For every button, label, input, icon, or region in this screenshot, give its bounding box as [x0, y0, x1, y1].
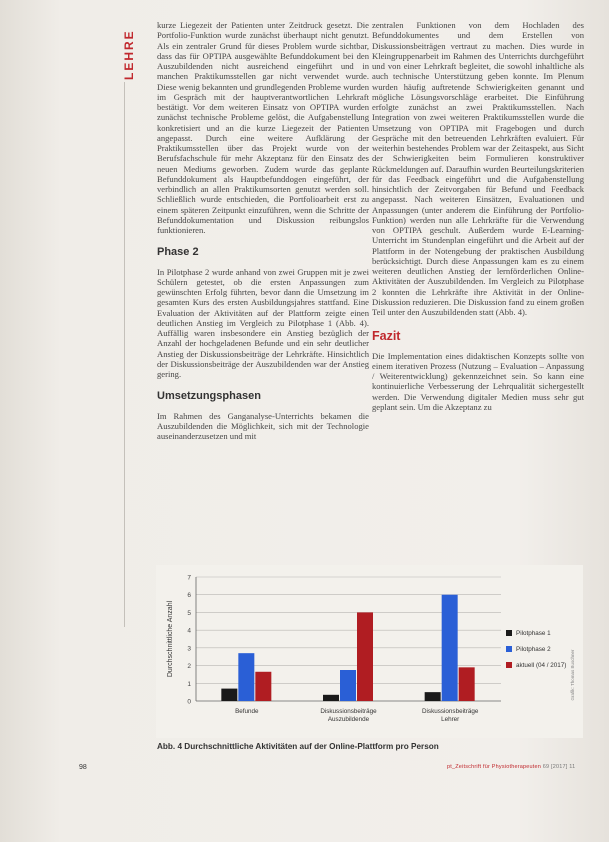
journal-footer	[447, 764, 575, 770]
y-tick-label: 7	[187, 574, 191, 582]
right-paragraph-2: Die Implementation eines didaktischen Konzepts sollte von einem iterativen Prozess (Nutzung – Evaluation – Anpassung / Weiterentwicklung) gekennzeichnet sein. So kann eine kontinuierliche Verbesserung der Lehrqualität sichergestellt werden. Die Verwendung digitaler Medien muss sehr gut geplant sein. Um die Akzeptanz zu	[372, 350, 584, 412]
bar	[221, 689, 237, 701]
page-number: 98	[79, 764, 87, 771]
y-tick-label: 4	[187, 627, 191, 635]
legend-label: Pilotphase 2	[516, 646, 551, 653]
legend-label: Pilotphase 1	[516, 630, 551, 637]
chart-credit: Grafik: Thomas Buschner	[570, 649, 575, 701]
bar	[357, 612, 373, 701]
legend-swatch	[506, 662, 512, 668]
x-category-label: Diskussionsbeiträge	[320, 708, 377, 715]
heading-fazit: Fazit	[372, 329, 401, 344]
activity-chart	[156, 565, 583, 738]
y-axis-label: Durchschnittliche Anzahl	[167, 600, 174, 678]
bar	[238, 653, 254, 701]
left-paragraph-3: Im Rahmen des Ganganalyse-Unterrichts bekamen die Auszubildenden die Möglichkeit, sich mit der Technologie auseinanderzusetzen und mit	[157, 410, 369, 441]
bar	[323, 695, 339, 701]
x-category-label: Befunde	[235, 708, 259, 715]
x-category-label: Lehrer	[441, 716, 460, 723]
section-tag-label: LEHRE	[122, 29, 136, 80]
section-tag	[116, 18, 146, 98]
left-column	[157, 20, 369, 441]
legend-swatch	[506, 630, 512, 636]
y-tick-label: 6	[187, 592, 191, 600]
y-tick-label: 2	[187, 663, 191, 671]
section-divider	[124, 82, 125, 627]
footer-journal: pt_Zeitschrift für Physiotherapeuten	[447, 764, 542, 770]
left-paragraph-2: In Pilotphase 2 wurde anhand von zwei Gruppen mit je zwei Schülern getestet, ob die ersten Anpassungen zum gewünschten Erfolg führten, bevor dann die Umsetzung im gesamten Kurs des ersten Ausbildungsjahres stattfand. Eine Evaluation der Aktivitäten auf der Plattform zeigte einen deutlichen Anstieg im Vergleich zu Pilotphase 1 (Abb. 4). Auffällig waren insbesondere ein Anstieg bezüglich der Anzahl der hochgeladenen Befunde und ein sehr deutlicher Anstieg der Diskussionsbeiträge der Lehrkräfte. Hinsichtlich der Diskussionsbeiträge der Auszubildenden war der Anstieg gering.	[157, 266, 369, 379]
y-tick-label: 3	[187, 645, 191, 653]
legend-label: aktuell (04 / 2017)	[516, 662, 567, 669]
x-category-label: Diskussionsbeiträge	[421, 708, 479, 715]
right-paragraph-1: zentralen Funktionen von dem Hochladen des Befunddokumentes und dem Erstellen von Diskussionsbeiträgen vertraut zu machen. Dies wurde in Kleingruppenarbeit im Rahmen des Unterrichts durchgeführt und von einer Lehrkraft begleitet, die sowohl inhaltliche als auch technische Unterstützung geben konnte. Im Plenum wurden häufig auftretende Schwierigkeiten genannt und mögliche Lösungsvorschläge erarbeitet. Die Einführung erfolgte zunächst an zwei Praktikumsstellen. Nach Integration von zwei weiteren Praktikumsstellen wurde die Umsetzung von OPTIPA mit Fragebogen und durch Gespräche mit den betreuenden Lehrkräften evaluiert. Für weiterhin bestehendes Problem war der Zeitaspekt, aus Sicht der Schwierigkeiten beim Formulieren konstruktiver Rückmeldungen auf. Daraufhin wurden Beurteilungskriterien für das Feedback eingeführt und die Aufgabenstellung hinsichtlich der Zeitvorgaben für Befund und Feedback angepasst. Nach weiteren Einsätzen, Evaluationen und Anpassungen (unter anderem die Einführung der Portfolio-Funktion) werden nun alle Lehrkräfte für die Verwendung von OPTIPA geschult. Außerdem wurde E-Learning-Unterricht im Stundenplan eingeführt und die Arbeit auf der Plattform in der Notengebung der praktischen Ausbildung berücksichtigt. Durch diese Anpassungen kam es zu einem weiteren deutlichen Anstieg der lernförderlichen Online-Aktivitäten der Auszubildenden. Im Vergleich zu Pilotphase 2 konnten die Lehrkräfte ihre Aktivität in der Online-Diskussion reduzieren. Die Diskussion fand zu einem großen Teil unter den Auszubildenden statt (Abb. 4).	[372, 20, 584, 317]
legend-swatch	[506, 646, 512, 652]
footer-issue: 69 [2017] 11	[542, 764, 576, 770]
activity-chart-svg	[156, 565, 583, 738]
heading-umsetzungsphasen: Umsetzungsphasen	[157, 390, 261, 403]
left-paragraph-1: kurze Liegezeit der Patienten unter Zeitdruck gesetzt. Die Portfolio-Funktion wurde zunächst überhaupt nicht genutzt. Als ein zentraler Grund für dieses Problem wurde sichtbar, dass das für OPTIPA ausgewählte Befunddokument bei den Auszubildenden nicht ausreichend eingeführt und in manchen Praktikumsstellen gar nicht verwendet wurde. Diese wenig bekannten und grundlegenden Probleme wurden im Gespräch mit der hauptverantwortlichen Lehrkraft bestätigt. Vor dem weiteren Einsatz von OPTIPA wurden zunächst technische Probleme gelöst, die Aufgabenstellung konkretisiert und an die kurze Liegezeit der Patienten angepasst. Durch eine weitere Aufklärung der Praktikumsstellen über das Projekt wurde von der Berufsfachschule für mehr Akzeptanz für den Einsatz des neuen Mediums geworben. Zudem wurde das geplante Befunddokument als Hauptbefunddogen eingeführt, der verbindlich an allen Praktikumsorten genutzt werden soll. Schließlich wurde entschieden, die Portfolioarbeit erst zu einem späteren Zeitpunkt einzuführen, wenn die Schritte der Befunddokumentation und Diskussion reibungslos funktionieren.	[157, 20, 369, 235]
y-tick-label: 0	[187, 698, 191, 706]
x-category-label: Auszubildende	[327, 716, 370, 723]
figure-caption: Abb. 4 Durchschnittliche Aktivitäten auf der Online-Plattform pro Person	[157, 742, 439, 751]
bar	[340, 670, 356, 701]
bar	[442, 595, 458, 701]
bar	[459, 667, 475, 701]
y-tick-label: 5	[187, 609, 191, 617]
heading-phase-2: Phase 2	[157, 246, 199, 259]
y-tick-label: 1	[187, 680, 191, 688]
bar	[425, 692, 441, 701]
right-column	[372, 20, 584, 412]
bar	[255, 672, 271, 701]
